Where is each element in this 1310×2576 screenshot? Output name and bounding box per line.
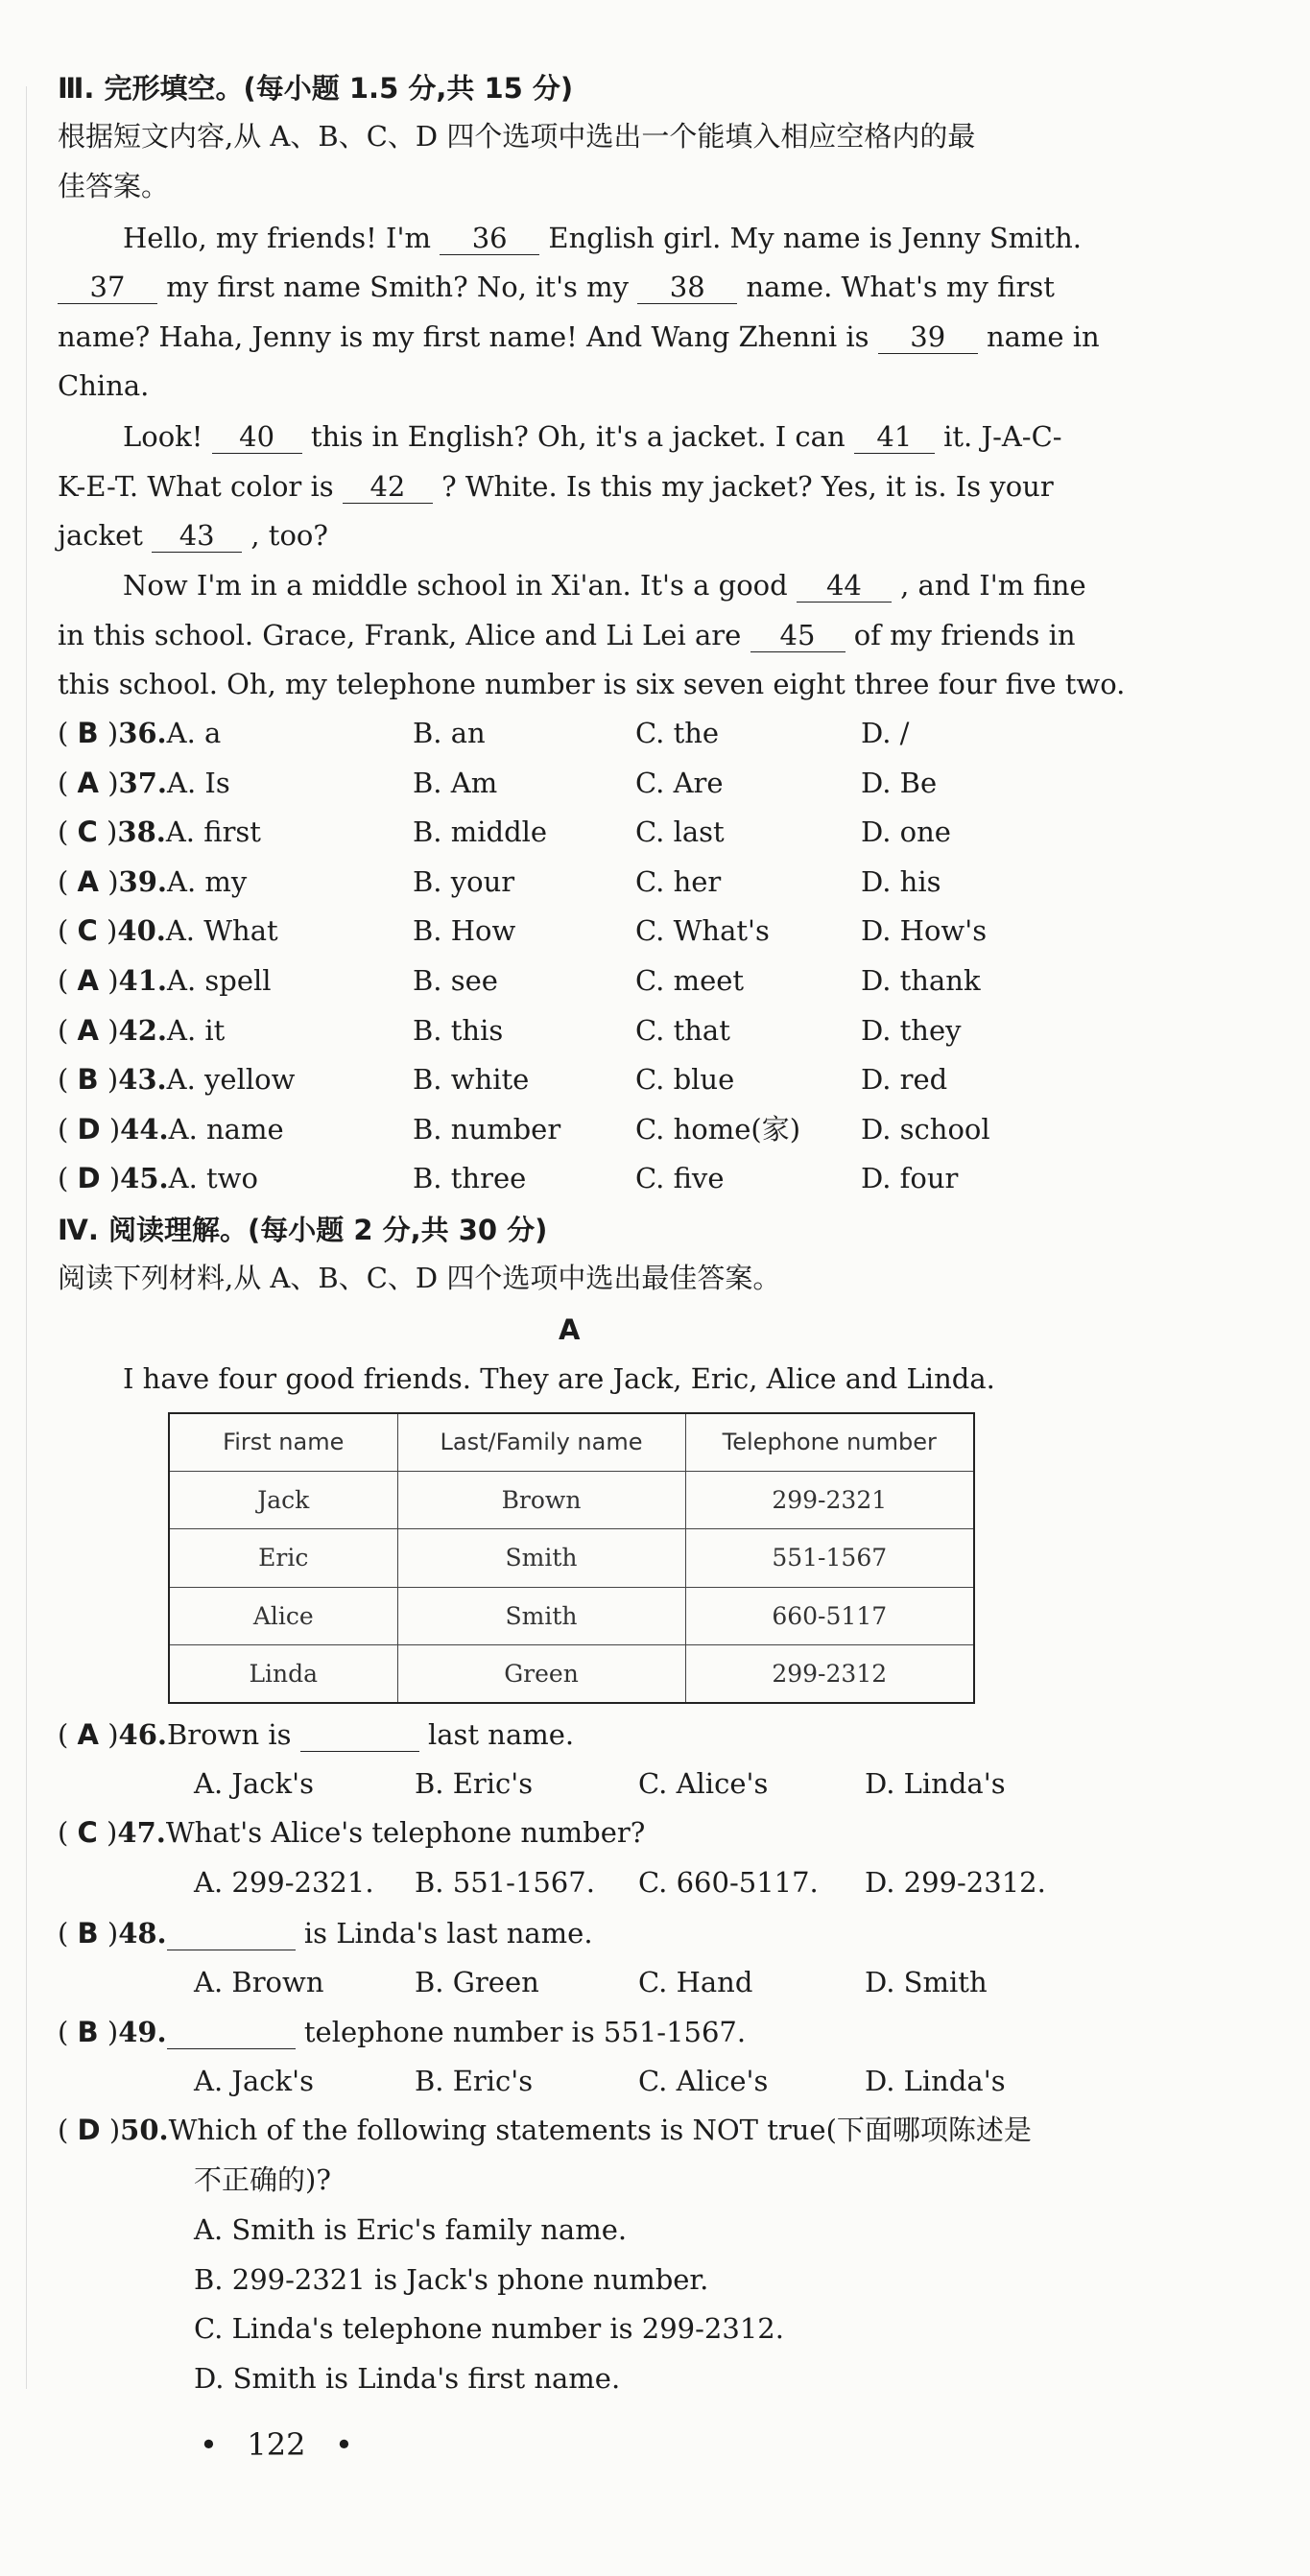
option-c: C. that	[635, 1013, 730, 1047]
blank-40: 40	[212, 422, 302, 454]
blank-37: 37	[58, 272, 157, 304]
question-stem: ( A )42.A. it	[58, 1013, 226, 1047]
option-d: D. Smith	[865, 1966, 988, 1998]
section3-heading: Ⅲ. 完形填空。(每小题 1.5 分,共 15 分)	[58, 72, 574, 105]
option-d: D. red	[861, 1063, 948, 1097]
answer-letter: A	[77, 1013, 99, 1047]
option-b: B. see	[413, 964, 498, 997]
table-row	[169, 1529, 974, 1587]
passage-line: Look! 40 this in English? Oh, it's a jacket. I can 41 it. J-A-C-	[123, 420, 1062, 453]
option-a: A. 299-2321.	[194, 1866, 374, 1899]
option-c: C. home(家)	[635, 1112, 801, 1146]
question-number: 43.	[118, 1063, 167, 1097]
option-c: C. meet	[635, 964, 745, 997]
table-header-row	[169, 1413, 974, 1471]
section4-instruction: 阅读下列材料,从 A、B、C、D 四个选项中选出最佳答案。	[58, 1262, 781, 1294]
option-d: D. school	[861, 1112, 990, 1146]
table-cell: Linda	[169, 1645, 397, 1703]
option-c: C. Alice's	[638, 1767, 769, 1800]
question-stem: ( C )38.A. first	[58, 815, 261, 849]
answer-letter: B	[77, 1917, 99, 1950]
answer-letter: B	[77, 2016, 99, 2048]
passage-line: this school. Oh, my telephone number is six seven eight three four five two.	[58, 668, 1126, 700]
option-a: A. Jack's	[194, 1767, 314, 1800]
answer-letter: C	[77, 914, 98, 948]
friends-table	[168, 1412, 975, 1704]
question-stem: ( A )41.A. spell	[58, 964, 272, 997]
option-a: A. Brown	[194, 1966, 324, 1998]
option-b: B. Eric's	[415, 1767, 534, 1800]
table-row	[169, 1471, 974, 1528]
option-a: A. Smith is Eric's family name.	[194, 2213, 628, 2246]
option-d: D. four	[861, 1162, 959, 1195]
question-number: 39.	[118, 864, 167, 898]
table-cell: Eric	[169, 1529, 397, 1587]
question-50-stem-line2: 不正确的)?	[194, 2163, 331, 2196]
answer-letter: B	[77, 1063, 99, 1097]
option-b: B. 551-1567.	[415, 1866, 595, 1899]
option-b: B. three	[413, 1162, 527, 1195]
option-d: D. /	[861, 717, 910, 749]
table-header: Last/Family name	[397, 1413, 685, 1471]
question-stem: ( A )37.A. Is	[58, 766, 230, 799]
question-stem: ( D )44.A. name	[58, 1112, 284, 1146]
option-c: C. five	[635, 1162, 725, 1195]
option-b: B. your	[413, 864, 515, 898]
option-c: C. her	[635, 864, 722, 898]
option-b: B. number	[413, 1112, 561, 1146]
question-number: 40.	[117, 914, 166, 948]
answer-letter: D	[77, 1162, 101, 1195]
option-d: D. thank	[861, 964, 981, 997]
blank-42: 42	[343, 472, 433, 504]
blank-39: 39	[878, 322, 978, 354]
question-number: 41.	[118, 964, 167, 997]
table-cell: 660-5117	[685, 1587, 974, 1644]
passage-line: K-E-T. What color is 42 ? White. Is this my jacket? Yes, it is. Is your	[58, 470, 1054, 503]
answer-letter: A	[77, 964, 99, 997]
answer-letter: A	[77, 1718, 99, 1751]
blank-43: 43	[152, 521, 242, 553]
option-a: A. it	[167, 1013, 226, 1047]
option-b: B. this	[413, 1013, 504, 1047]
question-stem: ( B )36.A. a	[58, 717, 222, 749]
table-cell: 299-2312	[685, 1645, 974, 1703]
option-d: D. Smith is Linda's first name.	[194, 2362, 621, 2395]
passage-line: jacket 43 , too?	[58, 519, 328, 552]
question-stem: ( C )40.A. What	[58, 914, 278, 948]
option-c: C. the	[635, 717, 720, 749]
option-b: B. Eric's	[415, 2065, 534, 2097]
option-c: C. last	[635, 815, 725, 849]
answer-blank	[167, 2018, 296, 2049]
blank-45: 45	[750, 621, 846, 652]
question-46: ( A )46.Brown is last name.	[58, 1718, 575, 1751]
answer-letter: A	[77, 766, 99, 799]
part-title: A	[559, 1313, 581, 1346]
option-a: A. Is	[167, 766, 230, 799]
section3-instruction-line2: 佳答案。	[58, 170, 170, 202]
answer-letter: B	[77, 717, 99, 749]
blank-41: 41	[854, 422, 935, 454]
section3-instruction-line1: 根据短文内容,从 A、B、C、D 四个选项中选出一个能填入相应空格内的最	[58, 120, 976, 153]
answer-letter: D	[77, 1112, 101, 1146]
answer-blank	[300, 1720, 419, 1752]
answer-letter: D	[77, 2114, 101, 2146]
option-d: D. they	[861, 1013, 962, 1047]
question-stem: ( D )45.A. two	[58, 1162, 258, 1195]
table-cell: 299-2321	[685, 1471, 974, 1528]
passage-line: Now I'm in a middle school in Xi'an. It's a good 44 , and I'm fine	[123, 569, 1086, 602]
question-number: 44.	[120, 1112, 169, 1146]
passage-line: in this school. Grace, Frank, Alice and Li Lei are 45 of my friends in	[58, 619, 1076, 651]
option-c: C. Linda's telephone number is 299-2312.	[194, 2312, 784, 2345]
answer-blank	[167, 1919, 296, 1950]
passage-line: 37 my first name Smith? No, it's my 38 name. What's my first	[58, 272, 1055, 304]
option-b: B. middle	[413, 815, 548, 849]
passage-line: Hello, my friends! I'm 36 English girl. My name is Jenny Smith.	[123, 222, 1083, 254]
question-stem: ( B )43.A. yellow	[58, 1063, 296, 1097]
option-a: A. Jack's	[194, 2065, 314, 2097]
option-d: D. his	[861, 864, 941, 898]
blank-44: 44	[797, 571, 892, 603]
question-48: ( B )48. is Linda's last name.	[58, 1917, 593, 1950]
reading-intro: I have four good friends. They are Jack, Eric, Alice and Linda.	[123, 1362, 995, 1395]
table-header: First name	[169, 1413, 397, 1471]
option-a: A. What	[165, 914, 278, 948]
table-cell: Alice	[169, 1587, 397, 1644]
table-header: Telephone number	[685, 1413, 974, 1471]
question-47: ( C )47.What's Alice's telephone number?	[58, 1816, 646, 1849]
table-row	[169, 1645, 974, 1703]
table-cell: Jack	[169, 1471, 397, 1528]
table-cell: 551-1567	[685, 1529, 974, 1587]
answer-letter: A	[77, 864, 99, 898]
table-cell: Smith	[397, 1587, 685, 1644]
option-d: D. Linda's	[865, 1767, 1006, 1800]
table-cell: Brown	[397, 1471, 685, 1528]
option-a: A. two	[168, 1162, 258, 1195]
page-number: • 122 •	[200, 2426, 353, 2463]
answer-letter: C	[77, 1816, 98, 1849]
question-50: ( D )50.Which of the following statements is NOT true(下面哪项陈述是	[58, 2114, 1032, 2146]
option-b: B. white	[413, 1063, 530, 1097]
option-b: B. 299-2321 is Jack's phone number.	[194, 2263, 709, 2296]
option-b: B. How	[413, 914, 516, 948]
scan-edge-line	[26, 86, 27, 2389]
option-c: C. Alice's	[638, 2065, 769, 2097]
option-d: D. How's	[861, 914, 988, 948]
passage-line: name? Haha, Jenny is my first name! And Wang Zhenni is 39 name in	[58, 320, 1100, 353]
option-b: B. an	[413, 717, 486, 749]
option-a: A. a	[166, 717, 222, 749]
option-b: B. Green	[415, 1966, 539, 1998]
question-number: 42.	[118, 1013, 167, 1047]
section4-heading: Ⅳ. 阅读理解。(每小题 2 分,共 30 分)	[58, 1214, 548, 1246]
option-a: A. yellow	[166, 1063, 296, 1097]
option-c: C. 660-5117.	[638, 1866, 819, 1899]
option-c: C. What's	[635, 914, 770, 948]
option-a: A. my	[167, 864, 248, 898]
question-number: 45.	[120, 1162, 169, 1195]
option-c: C. Are	[635, 766, 724, 799]
option-d: D. one	[861, 815, 951, 849]
option-c: C. blue	[635, 1063, 735, 1097]
table-cell: Green	[397, 1645, 685, 1703]
blank-38: 38	[637, 272, 737, 304]
question-stem: ( A )39.A. my	[58, 864, 248, 898]
option-d: D. Linda's	[865, 2065, 1006, 2097]
option-b: B. Am	[413, 766, 498, 799]
question-number: 38.	[117, 815, 166, 849]
question-number: 37.	[118, 766, 167, 799]
question-number: 36.	[118, 717, 167, 749]
table-cell: Smith	[397, 1529, 685, 1587]
option-a: A. name	[168, 1112, 284, 1146]
option-d: D. 299-2312.	[865, 1866, 1046, 1899]
passage-line: China.	[58, 369, 150, 402]
option-a: A. first	[165, 815, 261, 849]
table-row	[169, 1587, 974, 1644]
option-d: D. Be	[861, 766, 938, 799]
blank-36: 36	[440, 224, 539, 255]
answer-letter: C	[77, 815, 98, 849]
option-c: C. Hand	[638, 1966, 753, 1998]
option-a: A. spell	[167, 964, 272, 997]
question-49: ( B )49. telephone number is 551-1567.	[58, 2016, 747, 2048]
